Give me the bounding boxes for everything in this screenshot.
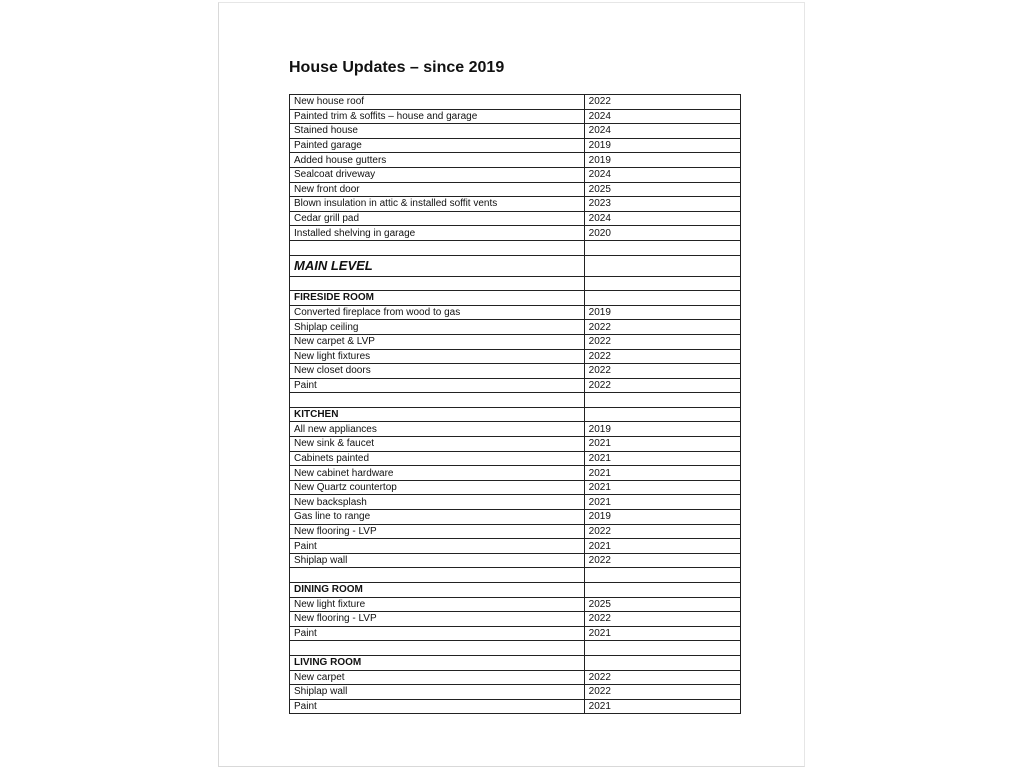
update-item-cell: Installed shelving in garage xyxy=(290,226,585,241)
table-row xyxy=(290,699,741,714)
table-row xyxy=(290,320,741,335)
update-item-cell xyxy=(290,276,585,291)
table-row xyxy=(290,197,741,212)
table-row xyxy=(290,95,741,110)
table-row xyxy=(290,364,741,379)
table-row xyxy=(290,612,741,627)
update-item-cell: Shiplap wall xyxy=(290,553,585,568)
year-cell: 2022 xyxy=(584,334,740,349)
year-cell: 2021 xyxy=(584,699,740,714)
table-row xyxy=(290,495,741,510)
year-cell: 2019 xyxy=(584,510,740,525)
table-row xyxy=(290,626,741,641)
table-row xyxy=(290,597,741,612)
updates-table-body xyxy=(290,95,741,714)
year-cell: 2022 xyxy=(584,364,740,379)
year-cell: 2021 xyxy=(584,437,740,452)
update-item-cell: Shiplap ceiling xyxy=(290,320,585,335)
update-item-cell: Gas line to range xyxy=(290,510,585,525)
table-row xyxy=(290,349,741,364)
year-cell: 2021 xyxy=(584,451,740,466)
table-row xyxy=(290,670,741,685)
year-cell: 2025 xyxy=(584,182,740,197)
update-item-cell: New front door xyxy=(290,182,585,197)
year-cell: 2022 xyxy=(584,524,740,539)
year-cell: 2021 xyxy=(584,626,740,641)
update-item-cell: New carpet xyxy=(290,670,585,685)
update-item-cell: All new appliances xyxy=(290,422,585,437)
update-item-cell: Added house gutters xyxy=(290,153,585,168)
blank-row xyxy=(290,641,741,656)
room-heading: DINING ROOM xyxy=(290,583,585,598)
table-row xyxy=(290,153,741,168)
update-item-cell: New sink & faucet xyxy=(290,437,585,452)
table-row xyxy=(290,334,741,349)
table-row xyxy=(290,182,741,197)
update-item-cell: Shiplap wall xyxy=(290,685,585,700)
room-heading: KITCHEN xyxy=(290,407,585,422)
update-item-cell: Paint xyxy=(290,378,585,393)
table-row xyxy=(290,539,741,554)
table-row xyxy=(290,553,741,568)
table-row xyxy=(290,466,741,481)
year-cell xyxy=(584,583,740,598)
blank-row xyxy=(290,393,741,408)
table-row xyxy=(290,124,741,139)
update-item-cell: New house roof xyxy=(290,95,585,110)
update-item-cell: Paint xyxy=(290,539,585,554)
year-cell xyxy=(584,393,740,408)
year-cell xyxy=(584,568,740,583)
table-row xyxy=(290,226,741,241)
year-cell xyxy=(584,291,740,306)
heading-row xyxy=(290,407,741,422)
update-item-cell: New Quartz countertop xyxy=(290,480,585,495)
table-row xyxy=(290,138,741,153)
table-row xyxy=(290,378,741,393)
document-page xyxy=(218,2,805,767)
table-row xyxy=(290,510,741,525)
update-item-cell: New cabinet hardware xyxy=(290,466,585,481)
section-title: MAIN LEVEL xyxy=(290,255,585,276)
year-cell: 2022 xyxy=(584,670,740,685)
year-cell: 2024 xyxy=(584,124,740,139)
table-row xyxy=(290,109,741,124)
update-item-cell: Blown insulation in attic & installed soffit vents xyxy=(290,197,585,212)
year-cell: 2022 xyxy=(584,320,740,335)
heading-row xyxy=(290,655,741,670)
table-row xyxy=(290,422,741,437)
year-cell: 2019 xyxy=(584,305,740,320)
update-item-cell: Painted trim & soffits – house and garage xyxy=(290,109,585,124)
year-cell: 2024 xyxy=(584,109,740,124)
heading-row xyxy=(290,583,741,598)
update-item-cell: Converted fireplace from wood to gas xyxy=(290,305,585,320)
year-cell xyxy=(584,407,740,422)
update-item-cell: Paint xyxy=(290,699,585,714)
update-item-cell: Cedar grill pad xyxy=(290,211,585,226)
table-row xyxy=(290,211,741,226)
year-cell: 2021 xyxy=(584,466,740,481)
year-cell: 2022 xyxy=(584,685,740,700)
document-title: House Updates – since 2019 xyxy=(289,59,505,76)
update-item-cell xyxy=(290,393,585,408)
year-cell: 2022 xyxy=(584,553,740,568)
update-item-cell: New carpet & LVP xyxy=(290,334,585,349)
room-heading: FIRESIDE ROOM xyxy=(290,291,585,306)
year-cell: 2019 xyxy=(584,138,740,153)
year-cell: 2019 xyxy=(584,422,740,437)
update-item-cell: New light fixture xyxy=(290,597,585,612)
update-item-cell: Painted garage xyxy=(290,138,585,153)
section-row xyxy=(290,255,741,276)
table-row xyxy=(290,305,741,320)
table-row xyxy=(290,480,741,495)
update-item-cell: New flooring - LVP xyxy=(290,612,585,627)
update-item-cell: New backsplash xyxy=(290,495,585,510)
table-row xyxy=(290,524,741,539)
year-cell: 2022 xyxy=(584,612,740,627)
year-cell: 2021 xyxy=(584,495,740,510)
year-cell: 2022 xyxy=(584,378,740,393)
update-item-cell xyxy=(290,568,585,583)
year-cell xyxy=(584,276,740,291)
blank-row xyxy=(290,568,741,583)
update-item-cell xyxy=(290,240,585,255)
year-cell: 2024 xyxy=(584,167,740,182)
updates-table xyxy=(289,94,741,714)
update-item-cell: Cabinets painted xyxy=(290,451,585,466)
year-cell: 2021 xyxy=(584,539,740,554)
blank-row xyxy=(290,240,741,255)
year-cell: 2025 xyxy=(584,597,740,612)
heading-row xyxy=(290,291,741,306)
update-item-cell: Sealcoat driveway xyxy=(290,167,585,182)
table-row xyxy=(290,451,741,466)
update-item-cell: New light fixtures xyxy=(290,349,585,364)
year-cell xyxy=(584,240,740,255)
room-heading: LIVING ROOM xyxy=(290,655,585,670)
update-item-cell: Stained house xyxy=(290,124,585,139)
update-item-cell xyxy=(290,641,585,656)
update-item-cell: Paint xyxy=(290,626,585,641)
year-cell: 2024 xyxy=(584,211,740,226)
table-row xyxy=(290,167,741,182)
update-item-cell: New closet doors xyxy=(290,364,585,379)
year-cell: 2021 xyxy=(584,480,740,495)
table-row xyxy=(290,437,741,452)
table-row xyxy=(290,685,741,700)
update-item-cell: New flooring - LVP xyxy=(290,524,585,539)
blank-row xyxy=(290,276,741,291)
year-cell: 2023 xyxy=(584,197,740,212)
year-cell: 2022 xyxy=(584,95,740,110)
year-cell xyxy=(584,655,740,670)
year-cell: 2022 xyxy=(584,349,740,364)
year-cell: 2020 xyxy=(584,226,740,241)
year-cell xyxy=(584,255,740,276)
year-cell: 2019 xyxy=(584,153,740,168)
year-cell xyxy=(584,641,740,656)
